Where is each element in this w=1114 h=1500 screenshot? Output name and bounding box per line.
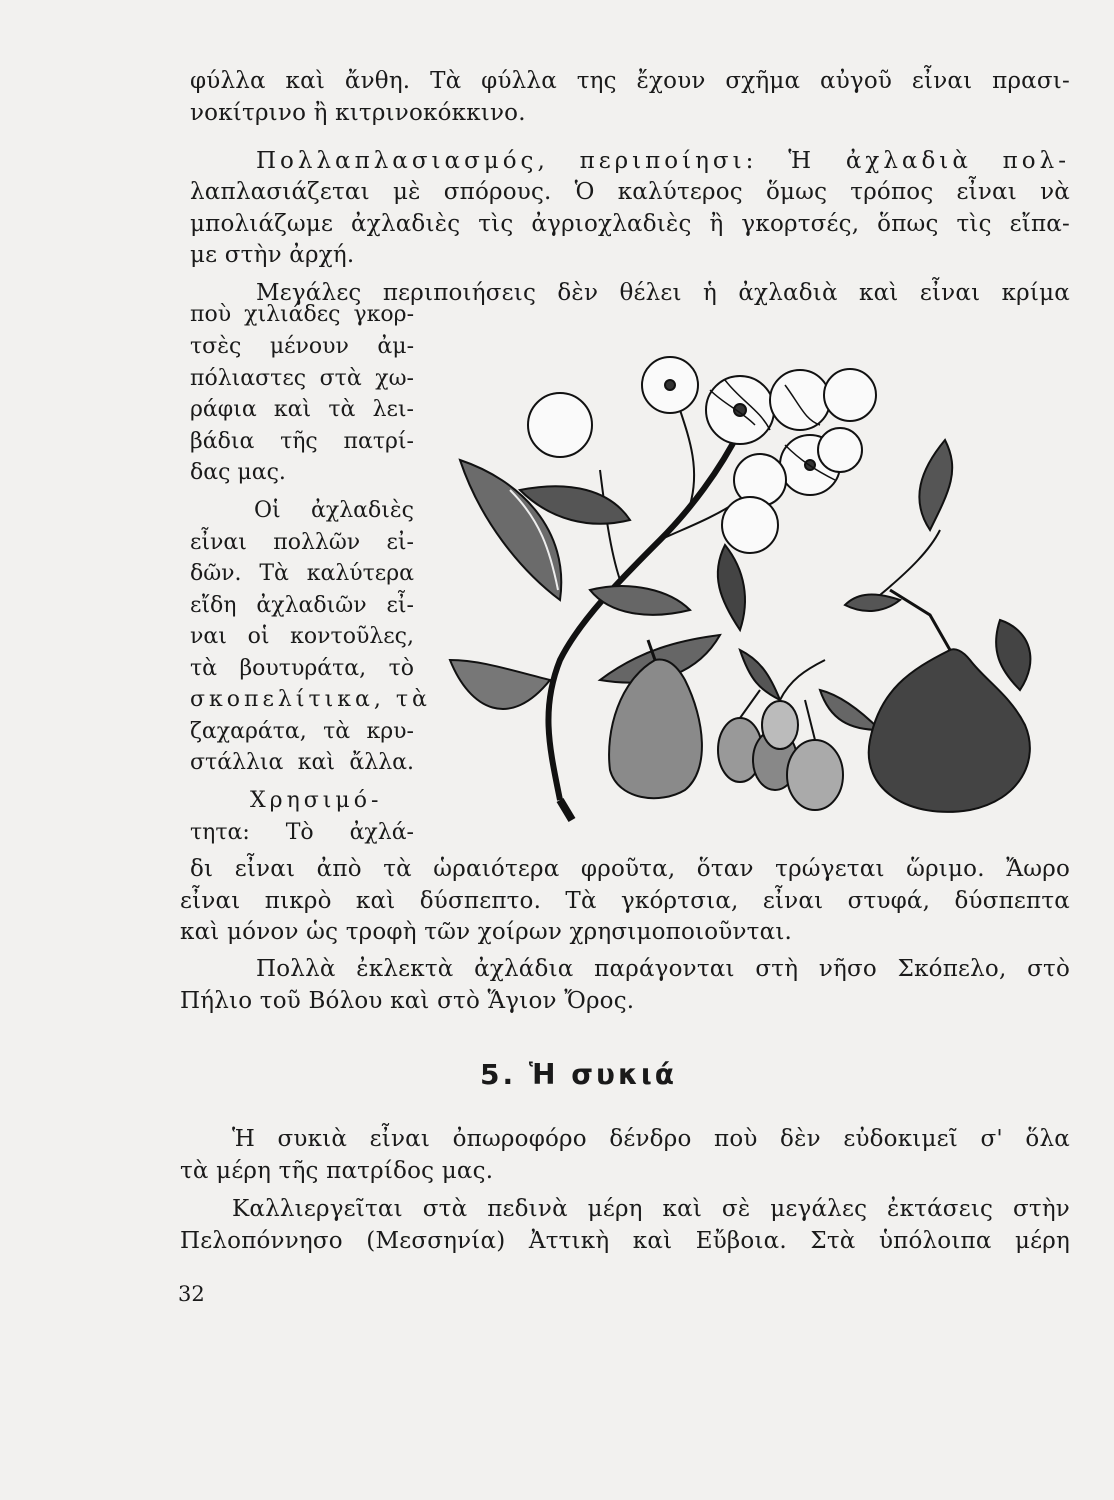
text-line: τὰ μέρη τῆς πατρίδος μας. xyxy=(180,1158,494,1184)
text-line: μπολιάζωμε ἀχλαδιὲς τὶς ἀγριοχλαδιὲς ἢ γκορτσές, ὅπως τὶς εἴπα- xyxy=(190,211,1070,237)
column-line: τὰ βουτυράτα, τὸ xyxy=(190,656,414,681)
column-line: τητα: Τὸ ἀχλά- xyxy=(190,820,414,845)
column-line: σκοπελίτικα, τὰ xyxy=(190,687,431,712)
column-line: ποὺ χιλιάδες γκορ- xyxy=(190,302,414,327)
text-line: Πολλὰ ἐκλεκτὰ ἀχλάδια παράγονται στὴ νῆσο Σκόπελο, στὸ xyxy=(256,956,1070,982)
text-line: Μεγάλες περιποιήσεις δὲν θέλει ἡ ἀχλαδιὰ καὶ εἶναι κρίμα xyxy=(256,280,1070,306)
column-line: πόλιαστες στὰ χω- xyxy=(190,366,414,391)
text-column xyxy=(190,302,431,845)
column-line: ζαχαράτα, τὰ κρυ- xyxy=(190,719,414,744)
column-line: δας μας. xyxy=(190,460,286,485)
column-line: δῶν. Τὰ καλύτερα xyxy=(190,561,414,586)
text-line: εἶναι πικρὸ καὶ δύσπεπτο. Τὰ γκόρτσια, εἶναι στυφά, δύσπεπτα xyxy=(180,888,1070,914)
text-line: λαπλασιάζεται μὲ σπόρους. Ὁ καλύτερος ὅμως τρόπος εἶναι νὰ xyxy=(190,179,1070,205)
text-line: Καλλιεργεῖται στὰ πεδινὰ μέρη καὶ σὲ μεγάλες ἐκτάσεις στὴν xyxy=(232,1196,1070,1222)
column-line: εἴδη ἀχλαδιῶν εἶ- xyxy=(190,593,414,618)
text-line: νοκίτρινο ἢ κιτρινοκόκκινο. xyxy=(190,100,526,126)
section-heading: 5. Ἡ συκιά xyxy=(480,1058,678,1091)
column-line: βάδια τῆς πατρί- xyxy=(190,429,414,454)
page-number: 32 xyxy=(178,1282,205,1306)
column-line: Οἱ ἀχλαδιὲς xyxy=(254,498,414,523)
column-line: ναι οἱ κοντοῦλες, xyxy=(190,624,414,649)
text-line: δι εἶναι ἀπὸ τὰ ὡραιότερα φροῦτα, ὅταν τρώγεται ὥριμο. Ἄωρο xyxy=(190,856,1070,882)
column-line: ράφια καὶ τὰ λει- xyxy=(190,397,414,422)
column-line: Χρησιμό- xyxy=(250,788,383,813)
column-line: εἶναι πολλῶν εἰ- xyxy=(190,530,414,555)
column-line: στάλλια καὶ ἄλλα. xyxy=(190,750,414,775)
text-line: Πήλιο τοῦ Βόλου καὶ στὸ Ἅγιον Ὄρος. xyxy=(180,988,635,1014)
text-line: καὶ μόνον ὡς τροφὴ τῶν χοίρων χρησιμοποιοῦνται. xyxy=(180,919,793,945)
text-line: με στὴν ἀρχή. xyxy=(190,242,355,268)
text-line: Πολλαπλασιασμός, περιποίησι: Ἡ ἀχλαδιὰ πολ- xyxy=(256,148,1070,174)
column-line: τσὲς μένουν ἀμ- xyxy=(190,334,414,359)
text-line: Ἡ συκιὰ εἶναι ὀπωροφόρο δένδρο ποὺ δὲν εὐδοκιμεῖ σ' ὅλα xyxy=(232,1126,1070,1152)
text-line: Πελοπόννησο (Μεσσηνία) Ἀττικὴ καὶ Εὔβοια. Στὰ ὑπόλοιπα μέρη xyxy=(180,1228,1070,1254)
text-line: φύλλα καὶ ἄνθη. Τὰ φύλλα της ἔχουν σχῆμα αὐγοῦ εἶναι πρασι- xyxy=(190,68,1070,94)
pear-branch-illustration xyxy=(440,330,1090,850)
